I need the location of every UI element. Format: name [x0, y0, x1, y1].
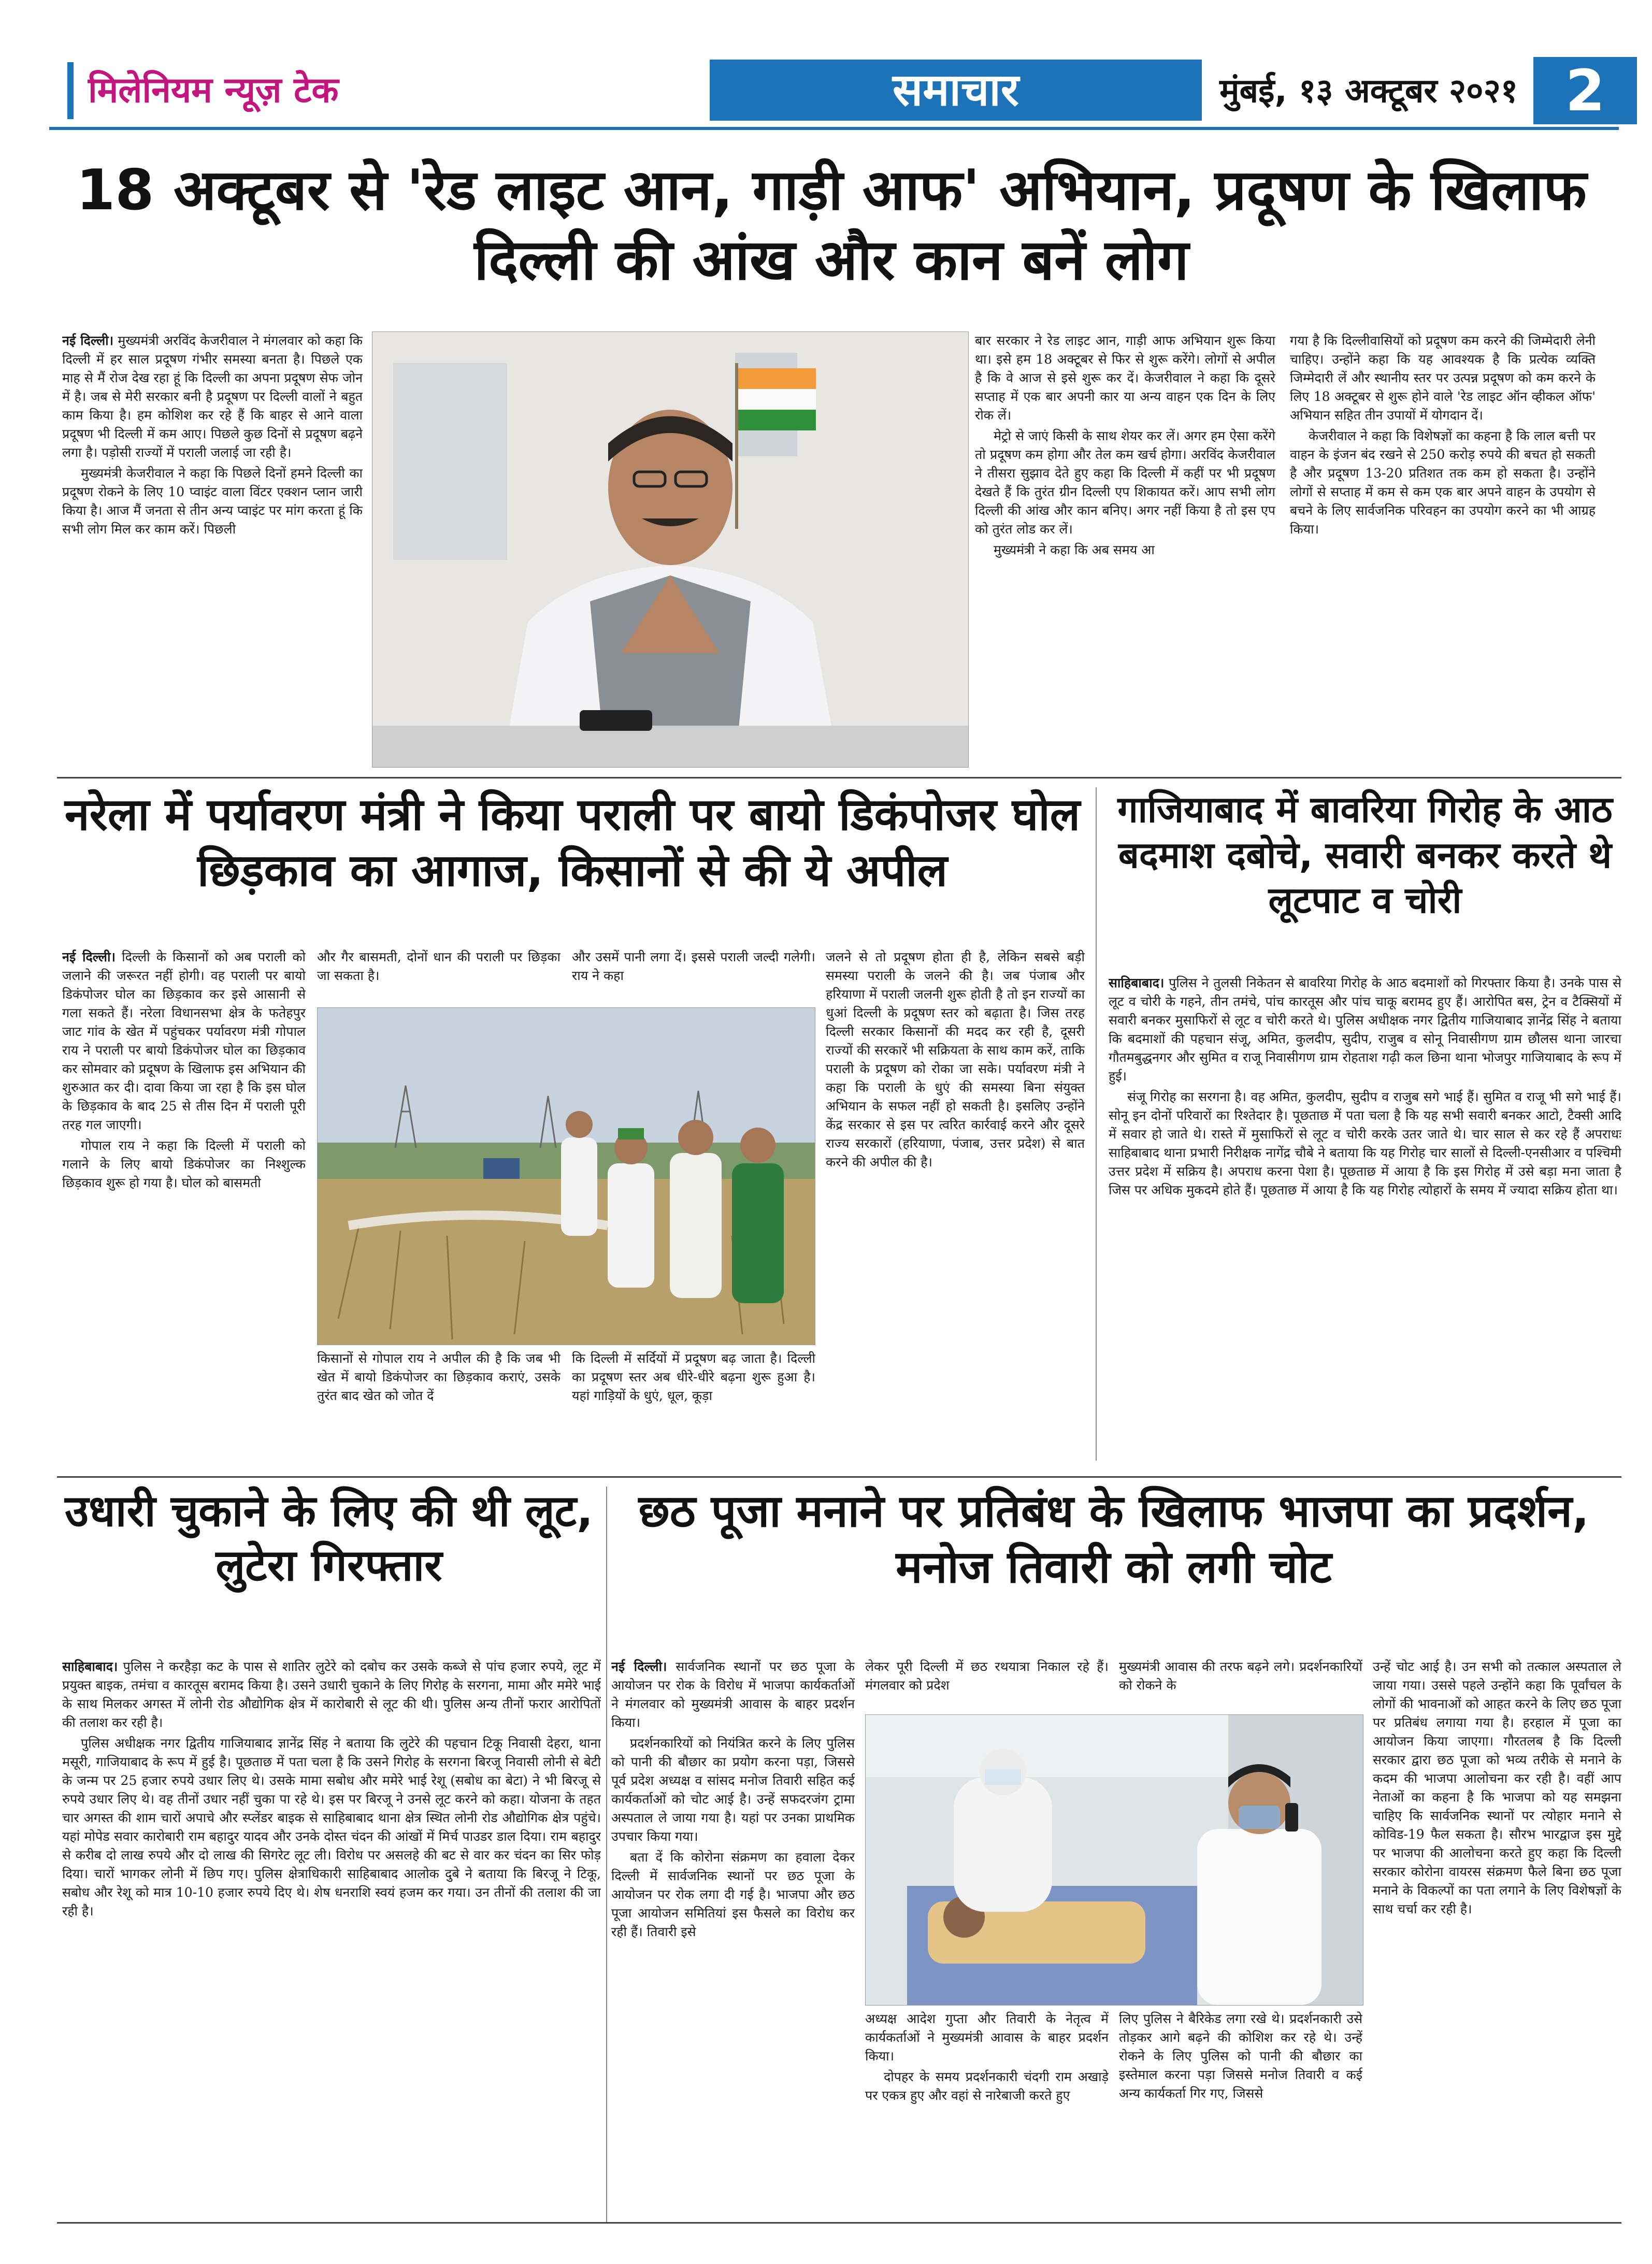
- section-divider: [57, 1476, 1621, 1478]
- photo-hospital: [865, 1714, 1363, 2006]
- body-text: लेकर पूरी दिल्ली में छठ रथयात्रा निकाल रहे हैं। मंगलवार को प्रदेश: [865, 1659, 1109, 1693]
- body-text: मुख्यमंत्री आवास की तरफ बढ़ने लगे। प्रदर्शनकारियों को रोकने के: [1119, 1659, 1362, 1693]
- story-dateline: नई दिल्ली।: [62, 949, 116, 964]
- body-text: प्रदर्शनकारियों को नियंत्रित करने के लिए पुलिस को पानी की बौछार का प्रयोग करना पड़ा, जिससे पूर्व प्रदेश अध्यक्ष व सांसद मनोज तिवारी सहित कई कार्यकर्ताओं को चोट आई है। उन्हें सफदरजंग ट्रामा अस्पताल ले जाया गया है। यहां पर उनका प्राथमिक उपचार किया गया।: [611, 1736, 855, 1844]
- ghaziabad-body: [1109, 974, 1621, 1466]
- narela-column-2-top: [317, 948, 561, 1005]
- page-dateline: मुंबई, १३ अक्टूबर २०२१: [1219, 72, 1518, 110]
- headline-red-light: 18 अक्टूबर से 'रेड लाइट आन, गाड़ी आफ' अभियान, प्रदूषण के खिलाफ दिल्ली की आंख और कान बनें लोग: [76, 158, 1587, 293]
- narela-column-4: [826, 948, 1085, 1466]
- body-text: मुख्यमंत्री केजरीवाल ने कहा कि पिछले दिनों हमने दिल्ली का प्रदूषण रोकने के लिए 10 प्वाइंट वाला विंटर एक्शन प्लान जारी किया है। आज मैं जनता से तीन अन्य प्वाइंट पर मांग करता हूं कि सभी लोग मिल कर काम करें। पिछली: [62, 466, 363, 537]
- body-text: लिए पुलिस ने बैरिकेड लगा रखे थे। प्रदर्शनकारी उसे तोड़कर आगे बढ़ने की कोशिश कर रहे थे। उन्हें रोकने के लिए पुलिस को पानी की बौछार का इस्तेमाल करना पड़ा जिससे मनोज तिवारी व कई अन्य कार्यकर्ता गिर गए, जिससे: [1119, 2011, 1362, 2101]
- body-text: किसानों से गोपाल राय ने अपील की है कि जब भी खेत में बायो डिकंपोजर का छिड़काव कराएं, उसके तुरंत बाद खेत को जोत दें: [317, 1351, 561, 1403]
- headline-udhari: उधारी चुकाने के लिए की थी लूट, लुटेरा गिरफ्तार: [65, 1486, 593, 1591]
- body-text: और उसमें पानी लगा दें। इससे पराली जल्दी गलेगी। राय ने कहा: [572, 949, 815, 983]
- red-light-column-2: [975, 331, 1275, 772]
- body-text: दिल्ली के किसानों को अब पराली को जलाने की जरूरत नहीं होगी। वह पराली पर बायो डिकंपोजर घोल का छिड़काव कर इसे आसानी से गला सकते हैं। नरेला विधानसभा क्षेत्र के फतेहपुर जाट गांव के खेत में पहुंचकर पर्यावरण मंत्री गोपाल राय ने पराली पर बायो डिकंपोजर घोल का छिड़काव कर सोमवार को प्रदूषण के खिलाफ इस अभियान की शुरुआत कर दी। दावा किया जा रहा है कि इस घोल के छिड़काव के बाद 25 से तीस दिन में पराली पूरी तरह गल जाएगी।: [62, 949, 306, 1132]
- photo-kejriwal: [372, 331, 969, 768]
- section-label: समाचार: [893, 64, 1019, 116]
- chhath-column-2-bottom: [865, 2010, 1109, 2207]
- narela-column-2-bottom: [317, 1349, 561, 1468]
- udhari-body: [62, 1657, 601, 2207]
- body-text: बार सरकार ने रेड लाइट आन, गाड़ी आफ अभियान शुरू किया था। इसे हम 18 अक्टूबर से फिर से शुरू करेंगे। लोगों से अपील है कि वे आज से इसे शुरू कर दें। केजरीवाल ने कहा कि दूसरे सप्ताह में एक बार अपनी कार या अन्य वाहन एक दिन के लिए रोक लें।: [975, 333, 1275, 423]
- narela-column-3-bottom: [572, 1349, 815, 1468]
- body-text: गोपाल राय ने कहा कि दिल्ली में पराली को गलाने के लिए बायो डिकंपोजर का निश्शुल्क छिड़काव शुरू हो गया है। घोल को बासमती: [62, 1138, 306, 1190]
- headline-chhath: छठ पूजा मनाने पर प्रतिबंध के खिलाफ भाजपा का प्रदर्शन, मनोज तिवारी को लगी चोट: [638, 1486, 1589, 1593]
- body-text: पुलिस ने तुलसी निकेतन से बावरिया गिरोह के आठ बदमाशों को गिरफ्तार किया है। उनके पास से लूट व चोरी के गहने, तीन तमंचे, पांच कारतूस और पांच चाकू बरामद हुए हैं। आरोपित बस, ट्रेन व टैक्सियों में सवारी बनकर मुसाफिरों से लूट व चोरी करते थे। पुलिस अधीक्षक नगर द्वितीय गाजियाबाद ज्ञानेंद्र सिंह ने बताया कि बदमाशों की पहचान संजू, अमित, कुलदीप, सुदीप, राजुब व सोनू निवासीगण ग्राम छौलस थाना जारचा गौतमबुद्धनगर और सुमित व राजू निवासीगण ग्राम रोहताश गढ़ी कल छिना थाना भोजपुर गाजियाबाद के रूप में हुई।: [1109, 975, 1621, 1084]
- headline-ghaziabad: गाजियाबाद में बावरिया गिरोह के आठ बदमाश दबोचे, सवारी बनकर करते थे लूटपाट व चोरी: [1117, 788, 1613, 921]
- body-text: संजू गिरोह का सरगना है। वह अमित, कुलदीप, सुदीप व राजुब सगे भाई हैं। सुमित व राजू भी सगे भाई हैं। सोनू इन दोनों परिवारों का रिश्तेदार है। पूछताछ में पता चला है कि यह सभी सवारी बनकर आटो, टैक्सी आदि में सवार हो जाते थे। रास्ते में मुसाफिरों से लूट व चोरी करके उतर जाते थे। चार साल से कर रहे हैं अपराधः साहिबाबाद थाना प्रभारी निरीक्षक नागेंद्र चौबे ने बताया कि यह गिरोह चार सालों से दिल्ली-एनसीआर व पश्चिमी उत्तर प्रदेश में सक्रिय है। अपराध करना पेशा है। पूछताछ में आया है कि इस गिरोह में उसे बड़ा मना जाता है जिस पर अधिक मुकदमे होते हैं। पूछताछ में आया है कि यह गिरोह त्योहारों के समय में ज्यादा सक्रिय होता था।: [1109, 1089, 1621, 1198]
- story-dateline: नई दिल्ली।: [611, 1659, 667, 1674]
- newspaper-name: मिलेनियम न्यूज़ टेक: [88, 70, 339, 111]
- story-dateline: नई दिल्ली।: [62, 333, 114, 348]
- body-text: और गैर बासमती, दोनों धान की पराली पर छिड़का जा सकता है।: [317, 949, 561, 983]
- red-light-column-1: [62, 331, 363, 772]
- story-dateline: साहिबाबाद।: [1109, 975, 1165, 990]
- story-dateline: साहिबाबाद।: [62, 1659, 118, 1674]
- page-number: 2: [1533, 57, 1637, 124]
- chhath-column-4: [1373, 1657, 1621, 2207]
- body-text: मेट्रो से जाएं किसी के साथ शेयर कर लें। अगर हम ऐसा करेंगे तो प्रदूषण कम होगा और तेल कम खर्च होगा। अरविंद केजरीवाल ने तीसरा सुझाव देते हुए कहा कि दिल्ली में कहीं पर भी प्रदूषण देखते हैं कि तुरंत ग्रीन दिल्ली एप शिकायत करें। आप सभी लोग दिल्ली की आंख और कान बनिए। अगर नहीं किया है तो इस एप को तुरंत लोड कर लें।: [975, 428, 1275, 537]
- body-text: मुख्यमंत्री ने कहा कि अब समय आ: [994, 542, 1155, 557]
- body-text: अध्यक्ष आदेश गुप्ता और तिवारी के नेतृत्व में कार्यकर्ताओं ने मुख्यमंत्री आवास के बाहर प्रदर्शन किया।: [865, 2011, 1109, 2064]
- body-text: मुख्यमंत्री अरविंद केजरीवाल ने मंगलवार को कहा कि दिल्ली में हर साल प्रदूषण गंभीर समस्या बनता है। पिछले एक माह से मैं रोज देख रहा हूं कि दिल्ली का अपना प्रदूषण सेफ जोन में है। जब से मेरी सरकार बनी है प्रदूषण पर दिल्ली वालों ने बहुत काम किया है। हम कोशिश कर रहे हैं कि बाहर से आने वाला प्रदूषण भी दिल्ली में कम आए। पिछले कुछ दिनों से प्रदूषण बढ़ने लगा है। पड़ोसी राज्यों में पराली जलाई जा रही है।: [62, 333, 363, 460]
- chhath-column-3-top: [1119, 1657, 1362, 1714]
- bottom-rule: [57, 2222, 1621, 2224]
- body-text: सार्वजनिक स्थानों पर छठ पूजा के आयोजन पर रोक के विरोध में भाजपा कार्यकर्ताओं ने मंगलवार को मुख्यमंत्री आवास के बाहर प्रदर्शन किया।: [611, 1659, 855, 1730]
- photo-field-spraying: [317, 1007, 815, 1345]
- body-text: पुलिस ने करहैड़ा कट के पास से शातिर लुटेरे को दबोच कर उसके कब्जे से पांच हजार रुपये, लूट में प्रयुक्त बाइक, तमंचा व कारतूस बरामद किया है। उसने उधारी चुकाने के लिए गिरोह के सरगना, मामा और ममेरे भाई के साथ मिलकर अगस्त में लोनी रोड औद्योगिक क्षेत्र में कारोबारी से लूट की थी। पुलिस अन्य तीनों फरार आरोपितों की तलाश कर रही है।: [62, 1659, 601, 1730]
- body-text: उन्हें चोट आई है। उन सभी को तत्काल अस्पताल ले जाया गया। उससे पहले उन्होंने कहा कि पूर्वांचल के लोगों की भावनाओं को आहत करने के लिए छठ पूजा पर प्रतिबंध लगाया गया है। हरहाल में पूजा का आयोजन किया जाएगा। गौरतलब है कि दिल्ली सरकार द्वारा छठ पूजा को भव्य तरीके से मनाने के कदम की भाजपा आलोचना कर रही है। वहीं आप नेताओं का कहना है कि भाजपा को यह समझना चाहिए कि सार्वजनिक स्थानों पर त्योहार मनाने से कोविड-19 फैल सकता है। सौरभ भारद्वाज इस मुद्दे पर भाजपा की आलोचना करते हुए कहा कि दिल्ली सरकार कोरोना वायरस संक्रमण फैले बिना छठ पूजा मनाने के विकल्पों का पता लगाने के लिए विशेषज्ञों के साथ चर्चा कर रही है।: [1373, 1659, 1621, 1916]
- masthead-rule: [67, 62, 74, 119]
- headline-narela: नरेला में पर्यावरण मंत्री ने किया पराली पर बायो डिकंपोजर घोल छिड़काव का आगाज, किसानों से की ये अपील: [64, 789, 1081, 897]
- narela-column-1: [62, 948, 306, 1466]
- body-text: दोपहर के समय प्रदर्शनकारी चंदगी राम अखाड़े पर एकत्र हुए और वहां से नारेबाजी करते हुए: [865, 2069, 1109, 2103]
- column-divider: [1096, 787, 1097, 1461]
- chhath-column-3-bottom: [1119, 2010, 1362, 2207]
- body-text: जलने से तो प्रदूषण होता ही है, लेकिन सबसे बड़ी समस्या पराली के जलने की है। जब पंजाब और हरियाणा में पराली जलनी शुरू होती है तो इन राज्यों का धुआं दिल्ली के प्रदूषण स्तर को बढ़ाता है। जिस तरह दिल्ली सरकार किसानों की मदद कर रही है, दूसरी राज्यों की सरकारें भी सक्रियता के साथ काम करें, ताकि पराली के प्रदूषण को रोका जा सके। पर्यावरण मंत्री ने कहा कि पराली के धुएं की समस्या बिना संयुक्त अभियान के सफल नहीं हो सकती है। इसलिए उन्होंने केंद्र सरकार से इस पर त्वरित कार्रवाई करने और दूसरे राज्य सरकारों (हरियाणा, पंजाब, उत्तर प्रदेश) से बात करने की अपील की है।: [826, 949, 1085, 1170]
- section-divider: [57, 777, 1621, 778]
- chhath-column-1: [611, 1657, 855, 2207]
- chhath-column-2-top: [865, 1657, 1109, 1714]
- masthead-underline: [49, 127, 1619, 130]
- body-text: केजरीवाल ने कहा कि विशेषज्ञों का कहना है कि लाल बत्ती पर वाहन के इंजन बंद रखने से 250 करोड़ रुपये की बचत हो सकती है और प्रदूषण 13-20 प्रतिशत तक कम हो सकता है। उन्होंने लोगों से सप्ताह में कम से कम एक बार अपने वाहन के उपयोग से बचने के लिए सार्वजनिक परिवहन का उपयोग करने का भी आग्रह किया।: [1290, 428, 1596, 537]
- narela-column-3-top: [572, 948, 815, 1005]
- body-text: गया है कि दिल्लीवासियों को प्रदूषण कम करने की जिम्मेदारी लेनी चाहिए। उन्होंने कहा कि यह आवश्यक है कि प्रत्येक व्यक्ति जिम्मेदारी लें और स्थानीय स्तर पर उत्पन्न प्रदूषण को कम करने के लिए 18 अक्टूबर से शुरू होने वाले 'रेड लाइट ऑन व्हीकल ऑफ' अभियान सहित तीन उपायों में योगदान दें।: [1290, 333, 1596, 423]
- body-text: कि दिल्ली में सर्दियों में प्रदूषण बढ़ जाता है। दिल्ली का प्रदूषण स्तर अब धीरे-धीरे बढ़ना शुरू हुआ है। यहां गाड़ियों के धुएं, धूल, कूड़ा: [572, 1351, 815, 1403]
- red-light-column-3: [1290, 331, 1596, 772]
- body-text: पुलिस अधीक्षक नगर द्वितीय गाजियाबाद ज्ञानेंद्र सिंह ने बताया कि लुटेरे की पहचान टिकू निवासी देहरा, थाना मसूरी, गाजियाबाद के रूप में हुई है। पूछताछ में पता चला है कि उसने गिरोह के सरगना बिरजू निवासी लोनी से बेटी के जन्म पर 25 हजार रुपये उधार लिए थे। उसके मामा सबोध और ममेरे भाई रेशू (सबोध का बेटा) ने भी बिरजू से रुपये उधार लिए थे। वह तीनों उधार नहीं चुका पा रहे थे। इस पर बिरजू ने उनसे लूट करने को कहा। योजना के तहत चार अगस्त की शाम चारों अपाचे और स्प्लेंडर बाइक से साहिबाबाद थाना क्षेत्र स्थित लोनी रोड औद्योगिक क्षेत्र पहुंचे। यहां मोपेड सवार कारोबारी राम बहादुर यादव और उनके दोस्त चंदन की आंखों में मिर्च पाउडर डाल दिया। राम बहादुर से करीब दो लाख रुपये और दो लाख की सिगरेट लूट ली। विरोध पर असलहे की बट से वार कर चंदन का सिर फोड़ दिया। चारों भागकर लोनी में छिप गए। पुलिस क्षेत्राधिकारी साहिबाबाद आलोक दुबे ने बताया कि बिरजू ने टिकू, सबोध और रेशू को मात्र 10-10 हजार रुपये दिए थे। शेष धनराशि स्वयं हजम कर गया। उन तीनों की तलाश की जा रही है।: [62, 1736, 601, 1919]
- body-text: बता दें कि कोरोना संक्रमण का हवाला देकर दिल्ली में सार्वजनिक स्थानों पर छठ पूजा के आयोजन पर रोक लगा दी गई है। भाजपा और छठ पूजा आयोजन समितियां इस फैसले का विरोध कर रही हैं। तिवारी इसे: [611, 1850, 855, 1939]
